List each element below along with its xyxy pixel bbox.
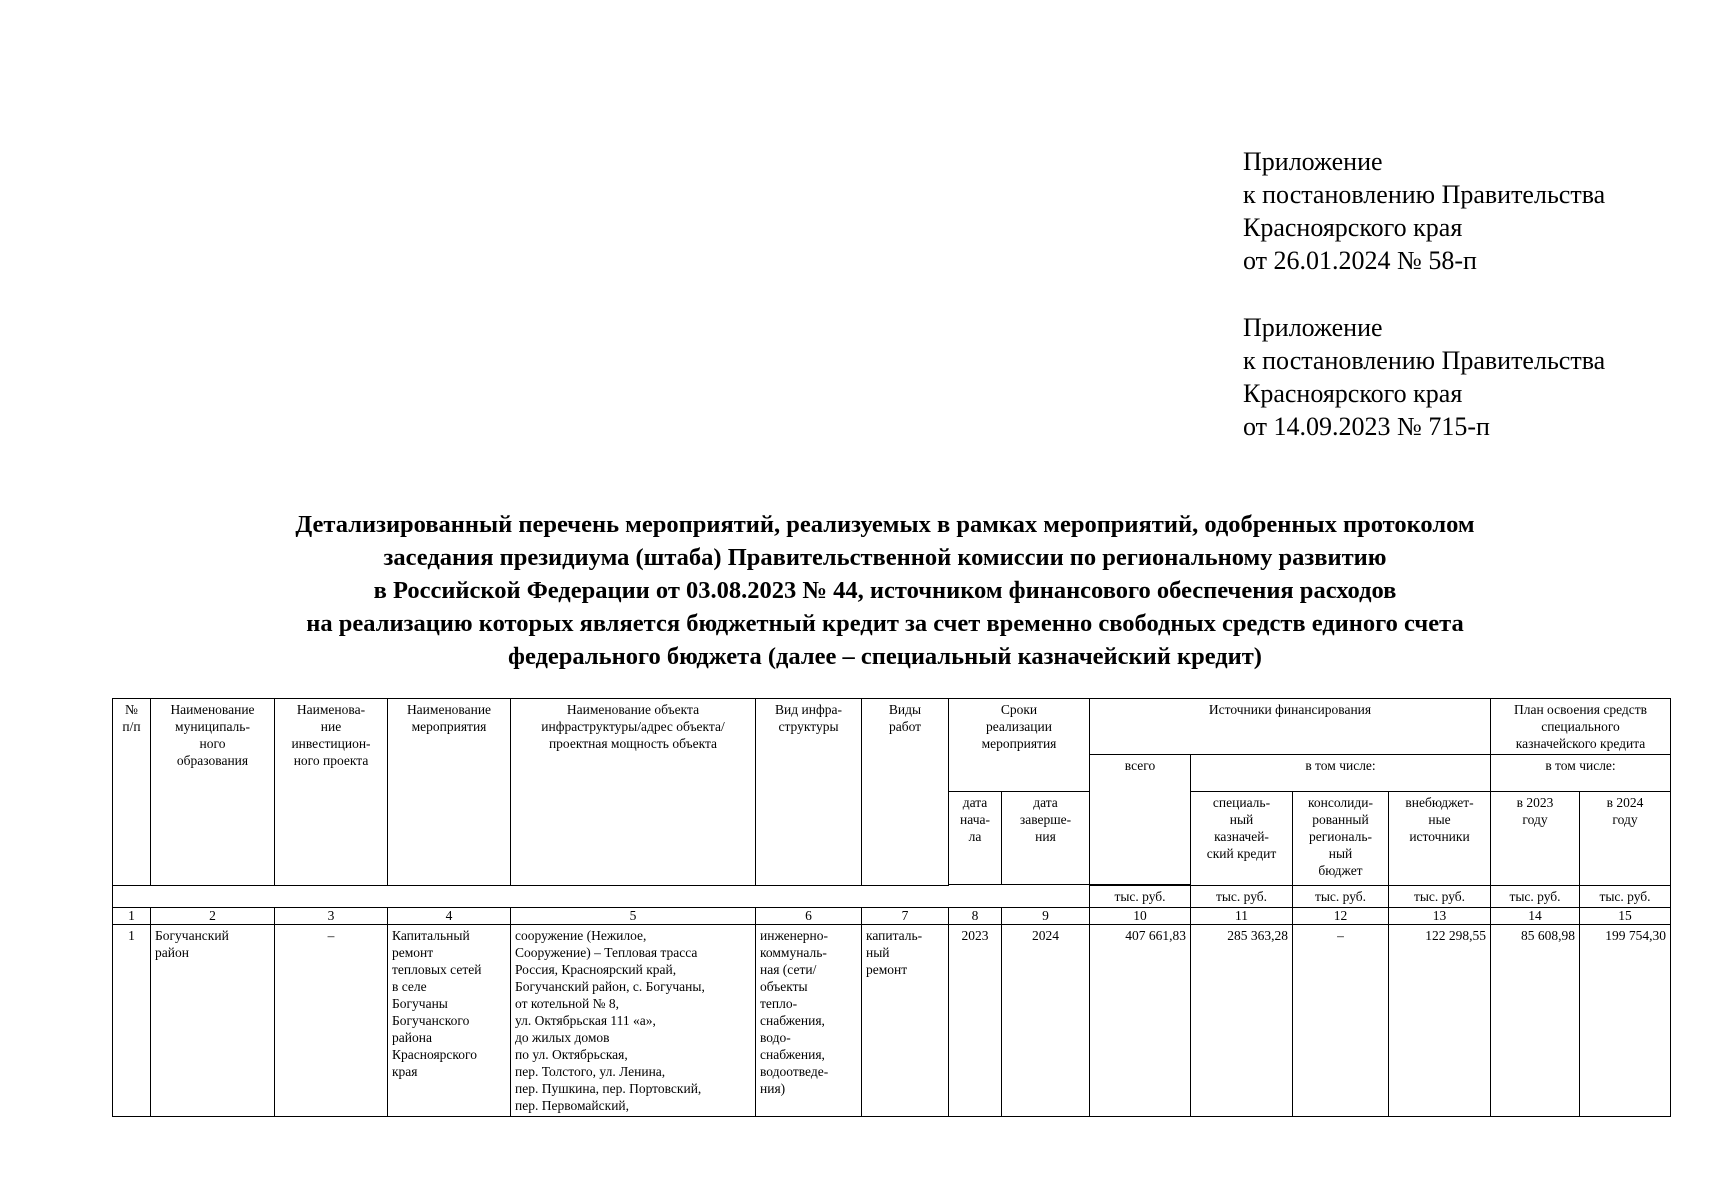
row-num: 1 — [113, 924, 151, 1116]
row-special-credit: 285 363,28 — [1191, 924, 1293, 1116]
row-consolidated-budget: – — [1293, 924, 1389, 1116]
title-line: в Российской Федерации от 03.08.2023 № 44, источником финансового обеспечения расходов — [373, 577, 1397, 604]
column-number: 14 — [1491, 907, 1580, 924]
row-object: сооружение (Нежилое, Сооружение) – Тепловая трасса Россия, Красноярский край, Богучанский район, с. Богучаны, от котельной № 8, ул. Октябрьская 111 «а», до жилых домов по ул. Октябрьская, пер. Толстого, ул. Ленина, пер. Пушкина, пер. Портовский, пер. Первомайский, — [511, 924, 756, 1116]
row-start: 2023 — [949, 924, 1002, 1116]
unit-cell: тыс. руб. — [1580, 885, 1671, 907]
title-line: на реализацию которых является бюджетный кредит за счет временно свободных средств единого счета — [306, 610, 1464, 637]
appendix-line: Приложение — [1243, 313, 1383, 342]
header-row — [113, 699, 1671, 755]
column-number: 13 — [1389, 907, 1491, 924]
column-number: 7 — [862, 907, 949, 924]
header-sources: Источники финансирования — [1090, 699, 1491, 755]
row-infra-type: инженерно- коммуналь- ная (сети/ объекты тепло- снабжения, водо- снабжения, водоотведе- ния) — [756, 924, 862, 1116]
column-number: 9 — [1002, 907, 1090, 924]
title-line: федерального бюджета (далее – специальный казначейский кредит) — [508, 643, 1262, 670]
column-number: 5 — [511, 907, 756, 924]
header-special-credit: специаль- ный казначей- ский кредит — [1191, 792, 1293, 886]
header-year-2024: в 2024 году — [1580, 792, 1671, 886]
events-table — [112, 698, 1671, 1117]
header-object: Наименование объекта инфраструктуры/адрес объекта/ проектная мощность объекта — [511, 699, 756, 886]
unit-cell: тыс. руб. — [1389, 885, 1491, 907]
header-event: Наименование мероприятия — [388, 699, 511, 886]
header-work-type: Виды работ — [862, 699, 949, 886]
appendix-line: Красноярского края — [1243, 379, 1463, 408]
header-including-plan: в том числе: — [1491, 755, 1671, 792]
row-year-2024: 199 754,30 — [1580, 924, 1671, 1116]
unit-cell: тыс. руб. — [1491, 885, 1580, 907]
header-including-sources: в том числе: — [1191, 755, 1491, 792]
row-work-type: капиталь- ный ремонт — [862, 924, 949, 1116]
column-number: 1 — [113, 907, 151, 924]
column-number: 3 — [275, 907, 388, 924]
table-row — [113, 924, 1671, 1116]
unit-cell: тыс. руб. — [1293, 885, 1389, 907]
header-terms: Сроки реализации мероприятия — [949, 699, 1090, 792]
appendix-block-2 — [1243, 311, 1605, 443]
document-title — [120, 508, 1650, 673]
column-numbers-row — [113, 907, 1671, 924]
appendix-line: Красноярского края — [1243, 213, 1463, 242]
column-number: 11 — [1191, 907, 1293, 924]
header-end: дата заверше- ния — [1002, 792, 1090, 885]
unit-spacer — [113, 885, 1090, 907]
row-municipality: Богучанский район — [151, 924, 275, 1116]
unit-cell: тыс. руб. — [1191, 885, 1293, 907]
row-event: Капитальный ремонт тепловых сетей в селе Богучаны Богучанского района Красноярского края — [388, 924, 511, 1116]
appendix-line: от 14.09.2023 № 715-п — [1243, 412, 1490, 441]
header-plan: План освоения средств специального казначейского кредита — [1491, 699, 1671, 755]
header-year-2023: в 2023 году — [1491, 792, 1580, 886]
unit-row — [113, 885, 1671, 907]
header-project: Наименова- ние инвестицион- ного проекта — [275, 699, 388, 886]
appendix-line: Приложение — [1243, 147, 1383, 176]
column-number: 15 — [1580, 907, 1671, 924]
row-end: 2024 — [1002, 924, 1090, 1116]
row-total: 407 661,83 — [1090, 924, 1191, 1116]
title-line: Детализированный перечень мероприятий, реализуемых в рамках мероприятий, одобренных протоколом — [295, 511, 1475, 538]
column-number: 12 — [1293, 907, 1389, 924]
column-number: 2 — [151, 907, 275, 924]
column-number: 10 — [1090, 907, 1191, 924]
header-infra-type: Вид инфра- структуры — [756, 699, 862, 886]
title-line: заседания президиума (штаба) Правительственной комиссии по региональному развитию — [383, 544, 1387, 571]
row-extrabudgetary: 122 298,55 — [1389, 924, 1491, 1116]
header-consolidated-budget: консолиди- рованный региональ- ный бюджет — [1293, 792, 1389, 886]
header-municipality: Наименование муниципаль- ного образования — [151, 699, 275, 886]
appendix-line: к постановлению Правительства — [1243, 180, 1606, 209]
header-total: всего — [1090, 755, 1191, 885]
unit-cell: тыс. руб. — [1090, 885, 1191, 907]
column-number: 8 — [949, 907, 1002, 924]
row-project: – — [275, 924, 388, 1116]
column-number: 4 — [388, 907, 511, 924]
header-extrabudgetary: внебюджет- ные источники — [1389, 792, 1491, 886]
row-year-2023: 85 608,98 — [1491, 924, 1580, 1116]
header-start: дата нача- ла — [949, 792, 1002, 885]
column-number: 6 — [756, 907, 862, 924]
appendix-line: к постановлению Правительства — [1243, 346, 1606, 375]
appendix-line: от 26.01.2024 № 58-п — [1243, 246, 1477, 275]
appendix-block-1 — [1243, 145, 1605, 277]
header-num: № п/п — [113, 699, 151, 886]
